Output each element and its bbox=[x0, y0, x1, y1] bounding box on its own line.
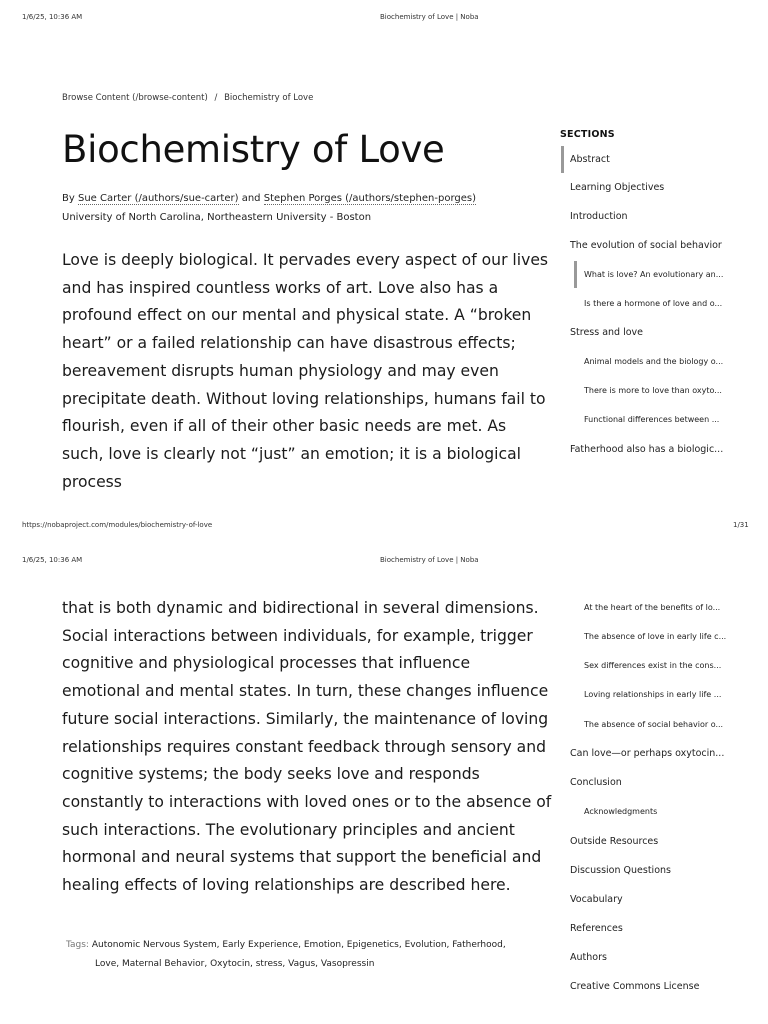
toc-item-outside-resources[interactable]: Outside Resources bbox=[570, 836, 659, 847]
active-section-indicator bbox=[561, 146, 564, 173]
print-footer-url: https://nobaproject.com/modules/biochemistry-of-love bbox=[22, 521, 213, 529]
tags-line-2 bbox=[66, 955, 526, 974]
page-title: Biochemistry of Love bbox=[62, 128, 445, 171]
toc-item-abstract[interactable]: Abstract bbox=[570, 154, 610, 165]
breadcrumb-separator: / bbox=[214, 93, 218, 103]
tag-links-1[interactable]: Autonomic Nervous System, Early Experience, Emotion, Epigenetics, Evolution, Fatherhood, bbox=[91, 940, 506, 950]
byline bbox=[62, 193, 476, 204]
print-page-title: Biochemistry of Love | Noba bbox=[380, 13, 479, 21]
toc-item-sex-differences[interactable]: Sex differences exist in the cons... bbox=[584, 661, 722, 670]
toc-item-vocabulary[interactable]: Vocabulary bbox=[570, 894, 623, 905]
toc-item-loving-relationships[interactable]: Loving relationships in early life ... bbox=[584, 690, 722, 699]
affiliation: University of North Carolina, Northeastern University - Boston bbox=[62, 212, 372, 223]
toc-item-acknowledgments[interactable]: Acknowledgments bbox=[584, 807, 658, 816]
author-link-sue-carter[interactable]: Sue Carter (/authors/sue-carter) bbox=[77, 193, 239, 204]
toc-item-absence-of-love[interactable]: The absence of love in early life c... bbox=[584, 632, 727, 641]
tags-label: Tags: bbox=[66, 940, 89, 950]
toc-item-functional-differences[interactable]: Functional differences between ... bbox=[584, 415, 720, 424]
toc-item-conclusion[interactable]: Conclusion bbox=[570, 777, 622, 788]
tag-links-2[interactable]: Love, Maternal Behavior, Oxytocin, stress, Vagus, Vasopressin bbox=[95, 959, 375, 969]
byline-by: By bbox=[62, 193, 75, 204]
breadcrumb-current: Biochemistry of Love bbox=[224, 93, 314, 103]
tags bbox=[66, 936, 526, 974]
toc-item-introduction[interactable]: Introduction bbox=[570, 211, 628, 222]
abstract-text-page1: Love is deeply biological. It pervades every aspect of our lives and has inspired countless works of art. Love also has a profound effect on our mental and physical state. A “broken heart” or a failed relationship can have disastrous effects; bereavement disrupts human physiology and may even precipitate death. Without loving relationships, humans fail to flourish, even if all of their other basic needs are met. As such, love is clearly not “just” an emotion; it is a biological process bbox=[62, 251, 549, 491]
breadcrumb-browse-link[interactable]: Browse Content (/browse-content) bbox=[62, 93, 208, 103]
toc-item-animal-models[interactable]: Animal models and the biology o... bbox=[584, 357, 724, 366]
toc-item-evolution-social-behavior[interactable]: The evolution of social behavior bbox=[570, 240, 722, 251]
abstract-text-page2: that is both dynamic and bidirectional in several dimensions. Social interactions between individuals, for example, trigger cognitive and physiological processes that influence emotional and mental states. In turn, these changes influence future social interactions. Similarly, the maintenance of loving relationships requires constant feedback through sensory and cognitive systems; the body seeks love and responds constantly to interactions with loved ones or to the absence of such interactions. The evolutionary principles and ancient hormonal and neural systems that support the beneficial and healing effects of loving relationships are described here. bbox=[62, 599, 552, 895]
toc-item-heart-of-benefits[interactable]: At the heart of the benefits of lo... bbox=[584, 603, 721, 612]
toc-item-absence-social-behavior[interactable]: The absence of social behavior o... bbox=[584, 720, 724, 729]
byline-and: and bbox=[241, 193, 261, 204]
sections-heading: SECTIONS bbox=[560, 129, 615, 140]
toc-item-creative-commons[interactable]: Creative Commons License bbox=[570, 981, 700, 992]
active-subsection-indicator bbox=[574, 261, 577, 288]
toc-item-stress-and-love[interactable]: Stress and love bbox=[570, 327, 644, 338]
toc-item-hormone-of-love[interactable]: Is there a hormone of love and o... bbox=[584, 299, 723, 308]
breadcrumb bbox=[62, 93, 313, 103]
toc-item-authors[interactable]: Authors bbox=[570, 952, 607, 963]
toc-item-discussion-questions[interactable]: Discussion Questions bbox=[570, 865, 671, 876]
toc-item-fatherhood[interactable]: Fatherhood also has a biologic... bbox=[570, 444, 724, 455]
toc-item-what-is-love[interactable]: What is love? An evolutionary an... bbox=[584, 270, 724, 279]
tags-line-1 bbox=[66, 936, 526, 955]
toc-item-learning-objectives[interactable]: Learning Objectives bbox=[570, 182, 665, 193]
print-footer-page-number: 1/31 bbox=[733, 521, 749, 529]
print-datetime: 1/6/25, 10:36 AM bbox=[22, 13, 83, 21]
toc-item-more-than-oxytocin[interactable]: There is more to love than oxyto... bbox=[584, 386, 722, 395]
print-datetime-page2: 1/6/25, 10:36 AM bbox=[22, 556, 83, 564]
toc-item-can-love[interactable]: Can love—or perhaps oxytocin... bbox=[570, 748, 725, 759]
author-link-stephen-porges[interactable]: Stephen Porges (/authors/stephen-porges) bbox=[263, 193, 476, 204]
print-page-title-page2: Biochemistry of Love | Noba bbox=[380, 556, 479, 564]
toc-item-references[interactable]: References bbox=[570, 923, 623, 934]
